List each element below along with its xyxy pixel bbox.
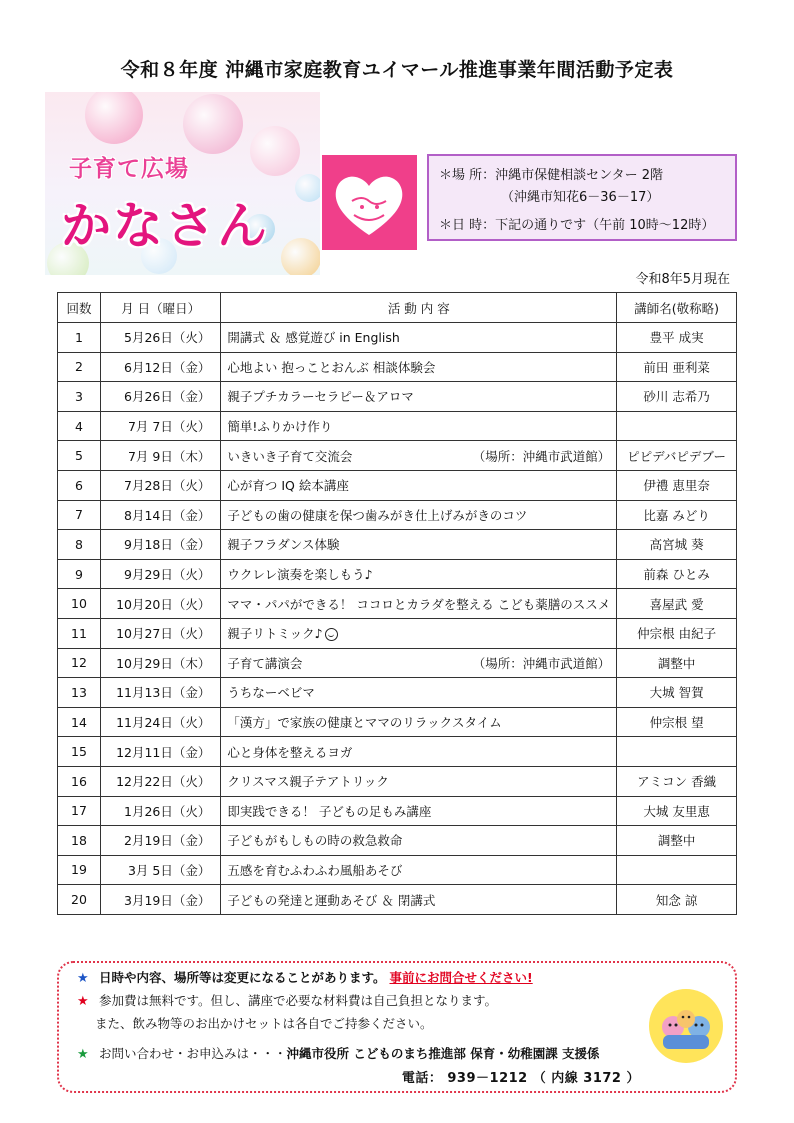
row-number: 12 — [58, 648, 101, 678]
row-date: 6月12日（金） — [101, 352, 221, 382]
row-activity-cell — [221, 648, 617, 678]
table-header-row — [58, 293, 737, 323]
blue-star-icon: ★ — [77, 971, 89, 986]
row-number: 9 — [58, 559, 101, 589]
row-place: （場所：沖縄市武道館） — [472, 655, 611, 671]
row-activity: 五感を育むふわふわ風船あそび — [227, 862, 403, 878]
row-number: 15 — [58, 737, 101, 767]
row-lecturer: 仲宗根 望 — [617, 707, 737, 737]
row-date: 3月 5日（金） — [101, 855, 221, 885]
table-row — [58, 737, 737, 767]
row-date: 8月14日（金） — [101, 500, 221, 530]
row-activity: 子どもがもしもの時の救急救命 — [227, 833, 403, 849]
schedule-body — [58, 323, 737, 915]
row-lecturer: 高宮城 葵 — [617, 530, 737, 560]
row-lecturer: 喜屋武 愛 — [617, 589, 737, 619]
row-lecturer: 比嘉 みどり — [617, 500, 737, 530]
row-lecturer: 仲宗根 由紀子 — [617, 618, 737, 648]
notice-fee-text: 参加費は無料です。但し、講座で必要な材料費は自己負担となります。 — [98, 993, 497, 1008]
row-date: 3月19日（金） — [101, 885, 221, 915]
as-of-date: 令和8年5月現在 — [635, 272, 730, 287]
row-lecturer: 大城 友里恵 — [617, 796, 737, 826]
row-activity: 子どもの発達と運動あそび ＆ 閉講式 — [227, 892, 436, 908]
notice-box — [57, 961, 737, 1093]
row-date: 1月26日（火） — [101, 796, 221, 826]
row-number: 19 — [58, 855, 101, 885]
row-activity-cell — [221, 559, 617, 589]
row-date: 11月24日（火） — [101, 707, 221, 737]
table-row — [58, 826, 737, 856]
row-lecturer — [617, 855, 737, 885]
table-row — [58, 707, 737, 737]
header-no: 回数 — [58, 293, 101, 323]
notice-line-1 — [77, 968, 533, 986]
row-number: 10 — [58, 589, 101, 619]
row-number: 6 — [58, 470, 101, 500]
row-date: 6月26日（金） — [101, 382, 221, 412]
venue-place: ＊場 所：沖縄市保健相談センター 2階 — [439, 168, 664, 183]
row-activity: 「漢方」で家族の健康とママのリラックスタイム — [227, 715, 502, 731]
row-activity-cell — [221, 382, 617, 412]
row-activity: 即実践できる！ 子どもの足もみ講座 — [227, 803, 432, 819]
row-activity-cell — [221, 766, 617, 796]
row-activity-cell — [221, 411, 617, 441]
row-number: 20 — [58, 885, 101, 915]
table-row — [58, 559, 737, 589]
row-activity-cell — [221, 441, 617, 471]
heart-logo — [322, 155, 417, 250]
row-date: 10月27日（火） — [101, 618, 221, 648]
row-date: 11月13日（金） — [101, 678, 221, 708]
red-star-icon: ★ — [77, 994, 89, 1009]
row-number: 5 — [58, 441, 101, 471]
row-lecturer: 調整中 — [617, 648, 737, 678]
notice-change-text: 日時や内容、場所等は変更になることがあります。 — [98, 970, 386, 985]
row-activity: 心が育つ IQ 絵本講座 — [227, 478, 349, 494]
row-number: 3 — [58, 382, 101, 412]
row-activity-cell — [221, 855, 617, 885]
row-date: 2月19日（金） — [101, 826, 221, 856]
row-date: 5月26日（火） — [101, 323, 221, 353]
table-row — [58, 796, 737, 826]
row-lecturer: 前田 亜利菜 — [617, 352, 737, 382]
row-lecturer — [617, 737, 737, 767]
table-row — [58, 441, 737, 471]
row-number: 4 — [58, 411, 101, 441]
row-date: 7月28日（火） — [101, 470, 221, 500]
mascot-icon — [649, 989, 723, 1063]
row-date: 12月22日（火） — [101, 766, 221, 796]
table-row — [58, 500, 737, 530]
notice-contact-org: 沖縄市役所 こどものまち推進部 保育・幼稚園課 支援係 — [286, 1046, 600, 1061]
notice-inquire-text: 事前にお問合せください! — [389, 970, 533, 985]
venue-time: ＊日 時：下記の通りです（午前 10時～12時） — [439, 218, 715, 233]
row-lecturer: 知念 諒 — [617, 885, 737, 915]
row-lecturer: 伊禮 恵里奈 — [617, 470, 737, 500]
row-activity: 開講式 ＆ 感覚遊び in English — [227, 330, 400, 346]
kanasan-banner — [45, 92, 320, 275]
row-lecturer: アミコン 香織 — [617, 766, 737, 796]
row-number: 2 — [58, 352, 101, 382]
banner-title: かなさん — [61, 197, 269, 255]
row-activity-cell — [221, 618, 617, 648]
row-date: 9月18日（金） — [101, 530, 221, 560]
row-activity-cell — [221, 470, 617, 500]
row-lecturer: 調整中 — [617, 826, 737, 856]
schedule-table — [57, 292, 737, 915]
table-row — [58, 530, 737, 560]
row-activity-cell — [221, 589, 617, 619]
table-row — [58, 855, 737, 885]
table-row — [58, 885, 737, 915]
row-activity: クリスマス親子テアトリック — [227, 774, 389, 790]
notice-phone: 電話： 939－1212 （ 内線 3172 ） — [401, 1071, 640, 1086]
notice-line-3: また、飲み物等のお出かけセットは各自でご持参ください。 — [95, 1016, 433, 1031]
venue-address: （沖縄市知花6－36－17） — [501, 190, 660, 205]
row-activity: 親子リトミック♪ — [227, 626, 323, 642]
row-activity: 子育て講演会 — [227, 655, 303, 671]
header-lecturer: 講師名(敬称略) — [617, 293, 737, 323]
table-row — [58, 352, 737, 382]
row-activity: 簡単!ふりかけ作り — [227, 419, 333, 435]
row-activity: うちなーベビマ — [227, 685, 315, 701]
row-number: 18 — [58, 826, 101, 856]
row-number: 17 — [58, 796, 101, 826]
row-activity: いきいき子育て交流会 — [227, 448, 353, 464]
row-activity-cell — [221, 826, 617, 856]
row-activity-cell — [221, 323, 617, 353]
row-date: 10月29日（木） — [101, 648, 221, 678]
row-number: 14 — [58, 707, 101, 737]
table-row — [58, 648, 737, 678]
table-row — [58, 678, 737, 708]
venue-info-box — [427, 154, 737, 241]
table-row — [58, 589, 737, 619]
row-date: 9月29日（火） — [101, 559, 221, 589]
row-place: （場所：沖縄市武道館） — [472, 448, 611, 464]
row-number: 1 — [58, 323, 101, 353]
row-date: 7月 9日（木） — [101, 441, 221, 471]
row-number: 13 — [58, 678, 101, 708]
row-number: 7 — [58, 500, 101, 530]
row-date: 7月 7日（火） — [101, 411, 221, 441]
header-date: 月 日（曜日） — [101, 293, 221, 323]
notice-contact-prefix: お問い合わせ・お申込みは・・・ — [98, 1046, 287, 1061]
row-activity: ウクレレ演奏を楽しもう♪ — [227, 567, 373, 583]
row-activity-cell — [221, 530, 617, 560]
row-activity-cell — [221, 352, 617, 382]
table-row — [58, 323, 737, 353]
heart-icon — [322, 155, 417, 250]
row-lecturer: 豊平 成実 — [617, 323, 737, 353]
row-activity-cell — [221, 678, 617, 708]
smile-face-icon — [325, 628, 338, 641]
header-activity: 活 動 内 容 — [221, 293, 617, 323]
table-row — [58, 766, 737, 796]
row-activity: 心地よい 抱っことおんぶ 相談体験会 — [227, 359, 436, 375]
table-row — [58, 618, 737, 648]
table-row — [58, 411, 737, 441]
row-number: 8 — [58, 530, 101, 560]
row-lecturer: 砂川 志希乃 — [617, 382, 737, 412]
row-activity: 子どもの歯の健康を保つ歯みがき仕上げみがきのコツ — [227, 507, 528, 523]
green-star-icon: ★ — [77, 1047, 89, 1062]
row-activity: 親子フラダンス体験 — [227, 537, 340, 553]
row-activity: 親子プチカラーセラピー＆アロマ — [227, 389, 414, 405]
row-lecturer: 前森 ひとみ — [617, 559, 737, 589]
kodomo-mascot-logo — [649, 989, 723, 1063]
row-number: 16 — [58, 766, 101, 796]
row-activity-cell — [221, 707, 617, 737]
row-lecturer: 大城 智賀 — [617, 678, 737, 708]
page-title: 令和８年度 沖縄市家庭教育ユイマール推進事業年間活動予定表 — [120, 59, 674, 81]
row-activity: ママ・パパができる！ ココロとカラダを整える こども薬膳のススメ — [227, 596, 611, 612]
row-activity-cell — [221, 737, 617, 767]
row-activity-cell — [221, 885, 617, 915]
table-row — [58, 382, 737, 412]
row-activity: 心と身体を整えるヨガ — [227, 744, 353, 760]
banner-subtitle: 子育て広場 — [69, 156, 189, 182]
row-date: 10月20日（火） — [101, 589, 221, 619]
table-row — [58, 470, 737, 500]
notice-line-4 — [77, 1044, 600, 1062]
row-activity-cell — [221, 796, 617, 826]
notice-line-2 — [77, 991, 497, 1009]
row-date: 12月11日（金） — [101, 737, 221, 767]
row-lecturer — [617, 411, 737, 441]
row-number: 11 — [58, 618, 101, 648]
row-lecturer: ピピデバピデブー — [617, 441, 737, 471]
row-activity-cell — [221, 500, 617, 530]
